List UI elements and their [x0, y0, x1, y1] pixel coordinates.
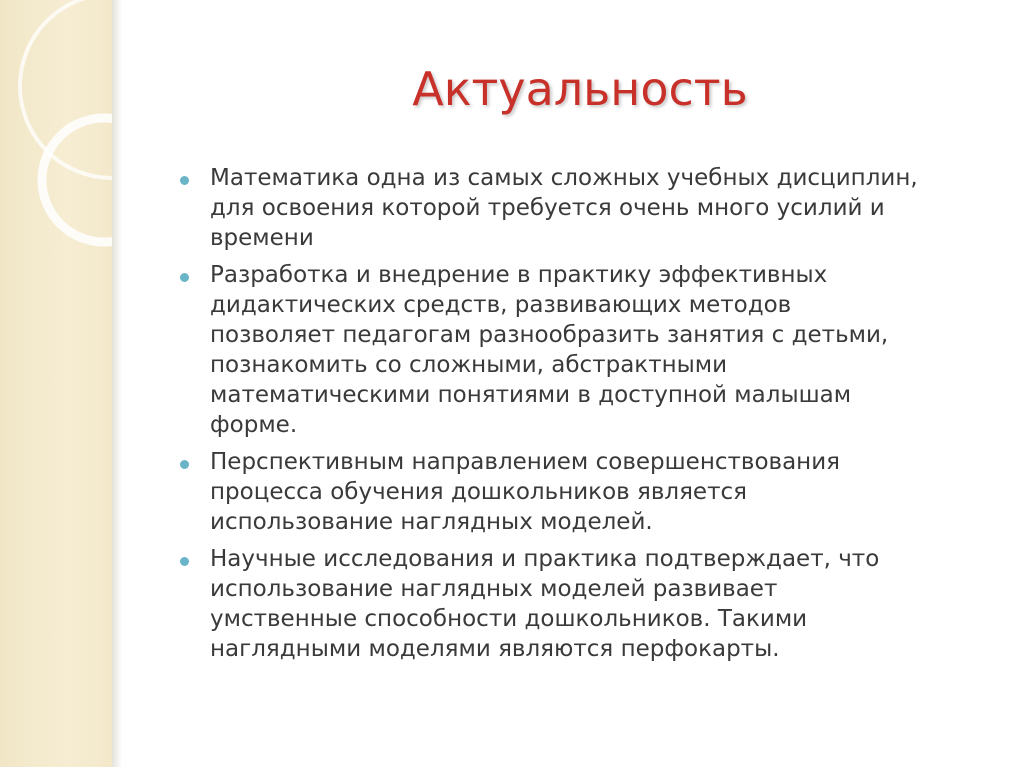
bullet-list [176, 163, 976, 671]
bullet-text: Разработка и внедрение в практику эффективных дидактических средств, развивающих методов позволяет педагогам разнообразить занятия с детьми, познакомить со сложными, абстрактными математическими понятиями в доступной малышам форме. [210, 262, 889, 438]
list-item [176, 163, 976, 253]
bullet-text: Перспективным направлением совершенствования процесса обучения дошкольников является использование наглядных моделей. [210, 449, 840, 535]
decorative-circles [0, 0, 112, 767]
bullet-dot-icon [180, 557, 189, 566]
decorative-side-panel [0, 0, 112, 767]
bullet-text: Научные исследования и практика подтверждает, что использование наглядных моделей развивает умственные способности дошкольников. Такими наглядными моделями являются перфокарты. [210, 546, 880, 662]
list-item [176, 260, 976, 440]
panel-edge-shadow [112, 0, 122, 767]
list-item [176, 447, 976, 537]
bullet-dot-icon [180, 460, 189, 469]
bullet-text: Математика одна из самых сложных учебных дисциплин, для освоения которой требуется очень много усилий и времени [210, 165, 918, 251]
bullet-dot-icon [180, 273, 189, 282]
list-item [176, 544, 976, 664]
slide-title: Актуальность [412, 62, 748, 116]
bullet-dot-icon [180, 176, 189, 185]
decorative-circle-large [20, 0, 112, 178]
decorative-circle-small [42, 118, 112, 242]
